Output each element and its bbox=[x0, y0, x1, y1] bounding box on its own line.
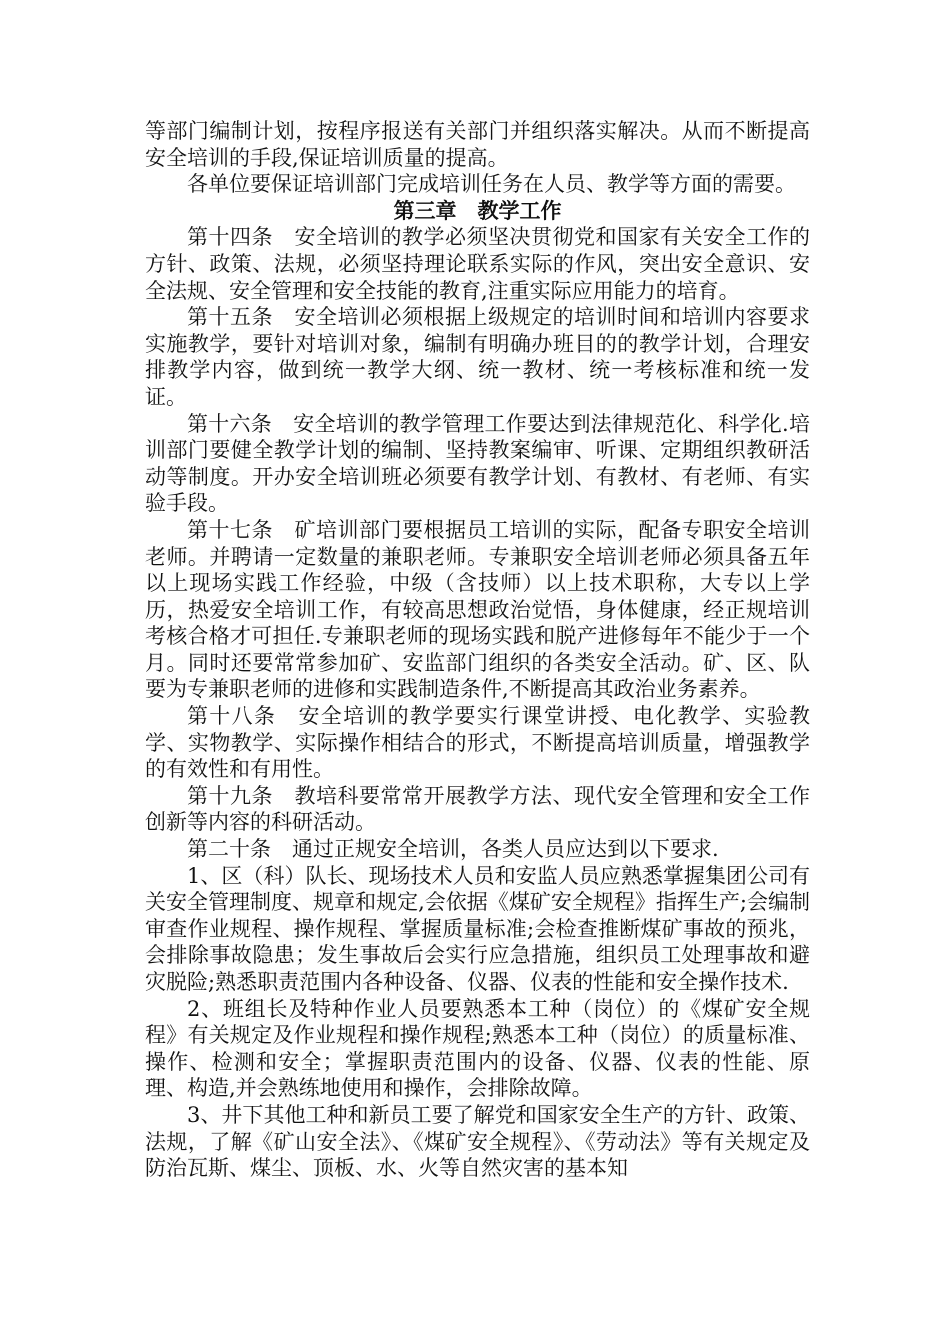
article-15: 第十五条 安全培训必须根据上级规定的培训时间和培训内容要求实施教学，要针对培训对象，编制有明确办班目的的教学计划，合理安排教学内容，做到统一教学大纲、统一教材、统一考核标准和统一发证。 bbox=[145, 305, 810, 409]
paragraph-2: 各单位要保证培训部门完成培训任务在人员、教学等方面的需要。 bbox=[187, 172, 796, 197]
document-page bbox=[145, 118, 810, 1182]
requirement-2: 2、班组长及特种作业人员要熟悉本工种（岗位）的《煤矿安全规程》有关规定及作业规程和操作规程;熟悉本工种（岗位）的质量标准、操作、检测和安全；掌握职责范围内的设备、仪器、仪表的性能、原理、构造,并会熟练地使用和操作，会排除故障。 bbox=[145, 996, 810, 1101]
article-14: 第十四条 安全培训的教学必须坚决贯彻党和国家有关安全工作的方针、政策、法规，必须坚持理论联系实际的作风，突出安全意识、安全法规、安全管理和安全技能的教育,注重实际应用能力的培育。 bbox=[145, 225, 810, 303]
article-17: 第十七条 矿培训部门要根据员工培训的实际，配备专职安全培训老师。并聘请一定数量的兼职老师。专兼职安全培训老师必须具备五年以上现场实践工作经验，中级（含技师）以上技术职称，大专以上学历，热爱安全培训工作，有较高思想政治觉悟，身体健康，经正规培训考核合格才可担任.专兼职老师的现场实践和脱产进修每年不能少于一个月。同时还要常常参加矿、安监部门组织的各类安全活动。矿、区、队要为专兼职老师的进修和实践制造条件,不断提高其政治业务素养。 bbox=[145, 517, 810, 702]
chapter-title: 第三章 教学工作 bbox=[393, 198, 562, 223]
paragraph-1: 等部门编制计划，按程序报送有关部门并组织落实解决。从而不断提高安全培训的手段,保证培训质量的提高。 bbox=[145, 119, 810, 170]
article-18: 第十八条 安全培训的教学要实行课堂讲授、电化教学、实验教学、实物教学、实际操作相结合的形式，不断提高培训质量，增强教学的有效性和有用性。 bbox=[145, 704, 810, 782]
requirement-3: 3、井下其他工种和新员工要了解党和国家安全生产的方针、政策、法规，了解《矿山安全法》、《煤矿安全规程》、《劳动法》等有关规定及防治瓦斯、煤尘、顶板、水、火等自然灾害的基本知 bbox=[145, 1102, 810, 1181]
article-20: 第二十条 通过正规安全培训，各类人员应达到以下要求. bbox=[187, 837, 719, 862]
requirement-1: 1、区（科）队长、现场技术人员和安监人员应熟悉掌握集团公司有关安全管理制度、规章和规定,会依据《煤矿安全规程》指挥生产;会编制审查作业规程、操作规程、掌握质量标准;会检查推断煤矿事故的预兆，会排除事故隐患；发生事故后会实行应急措施，组织员工处理事故和避灾脱险;熟悉职责范围内各种设备、仪器、仪表的性能和安全操作技术. bbox=[145, 863, 810, 994]
article-16: 第十六条 安全培训的教学管理工作要达到法律规范化、科学化.培训部门要健全教学计划的编制、坚持教案编审、听课、定期组织教研活动等制度。开办安全培训班必须要有教学计划、有教材、有老师、有实验手段。 bbox=[145, 411, 810, 516]
article-19: 第十九条 教培科要常常开展教学方法、现代安全管理和安全工作创新等内容的科研活动。 bbox=[145, 783, 810, 835]
